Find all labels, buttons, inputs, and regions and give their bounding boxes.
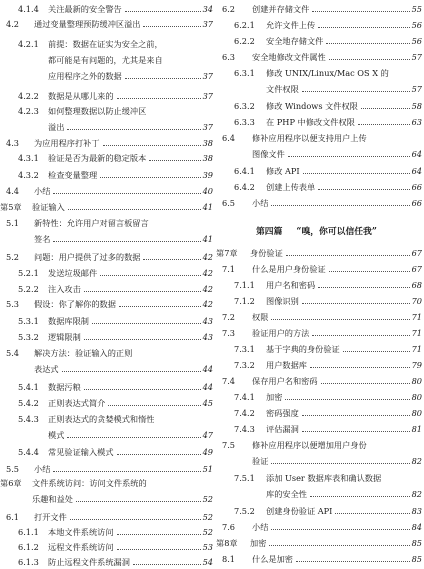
toc-page-number: 57: [411, 84, 422, 94]
toc-entry-title: 远程文件系统访问: [48, 542, 114, 552]
toc-entry-title: 创建身份验证 API: [266, 506, 333, 516]
toc-entry: [0, 136, 213, 150]
dot-leader: [310, 367, 410, 368]
dot-leader: [329, 59, 410, 60]
toc-entry-title: 修改 API: [266, 166, 300, 176]
toc-page-number: 63: [411, 117, 422, 127]
toc-entry-number: 4.1.4: [18, 4, 39, 14]
dot-leader: [67, 129, 200, 130]
toc-entry: [0, 200, 213, 214]
toc-entry-number: 6.4: [222, 133, 236, 143]
toc-entry: [216, 66, 422, 96]
dot-leader: [303, 173, 410, 174]
dot-leader: [68, 209, 201, 210]
toc-entry-title: 文件系统访问：访问文件系统的: [32, 478, 147, 488]
toc-page-number: 42: [202, 299, 213, 309]
dot-leader: [143, 259, 200, 260]
toc-entry-number: 6.1: [6, 512, 20, 522]
toc-entry-title: 加密: [250, 538, 267, 548]
toc-entry: [216, 471, 422, 501]
toc-entry-title: 图像识别: [266, 296, 299, 306]
toc-entry-number: 7.4.1: [234, 392, 255, 402]
dot-leader: [143, 26, 200, 27]
toc-entry-number: 7.1: [222, 264, 236, 274]
toc-entry: [216, 310, 422, 324]
toc-entry: [0, 380, 213, 394]
toc-entry-title: 正则表达式简介: [48, 398, 106, 408]
toc-entry-title: 什么是加密: [252, 554, 293, 564]
toc-page-number: 67: [411, 248, 422, 258]
toc-page-number: 81: [411, 424, 422, 434]
toc-entry-title-continued: 溢出: [48, 122, 65, 132]
dot-leader: [302, 303, 410, 304]
toc-entry: [216, 406, 422, 420]
dot-leader: [286, 255, 410, 256]
toc-entry-title: 关注最新的安全警告: [48, 4, 122, 14]
toc-page-number: 66: [411, 182, 422, 192]
toc-entry: [216, 246, 422, 260]
toc-entry-number: 第5章: [0, 202, 22, 212]
toc-entry: [216, 115, 422, 129]
toc-page-number: 41: [202, 202, 213, 212]
dot-leader: [318, 189, 409, 190]
toc-page-number: 71: [411, 328, 422, 338]
dot-leader: [133, 564, 201, 565]
toc-entry-title: 验证用户的方法: [252, 328, 310, 338]
dot-leader: [67, 437, 200, 438]
toc-entry: [0, 168, 213, 182]
toc-page-number: 64: [411, 166, 422, 176]
toc-entry-number: 6.2.2: [234, 36, 255, 46]
toc-entry-title: 验证输入: [32, 202, 65, 212]
toc-entry: [0, 2, 213, 16]
toc-entry-title-continued: 应用程序之外的数据: [48, 71, 122, 81]
toc-page-number: 38: [202, 153, 213, 163]
toc-entry: [216, 358, 422, 372]
toc-entry-title: 用户名和密码: [266, 280, 316, 290]
toc-entry-title: 解决方法：验证输入的正则: [34, 348, 133, 358]
toc-entry-title: 修补应用程序以便增加用户身份: [252, 440, 367, 450]
toc-page-number: 83: [411, 506, 422, 516]
toc-entry-title: 正则表达式的贪婪模式和惰性: [48, 414, 155, 424]
toc-entry: [0, 525, 213, 539]
toc-page-number: 44: [202, 382, 213, 392]
dot-leader: [62, 371, 201, 372]
toc-entry: [216, 50, 422, 64]
toc-entry: [0, 540, 213, 554]
dot-leader: [312, 335, 409, 336]
toc-page-number: 43: [202, 332, 213, 342]
dot-leader: [343, 351, 410, 352]
toc-entry: [0, 17, 213, 31]
toc-entry-number: 5.3.2: [18, 332, 39, 342]
toc-entry-title: 在 PHP 中修改文件权限: [266, 117, 355, 127]
dot-leader: [117, 534, 201, 535]
toc-page-number: 41: [202, 234, 213, 244]
toc-entry-number: 5.4: [6, 348, 20, 358]
toc-entry-number: 5.4.1: [18, 382, 39, 392]
toc-entry-title: 数据污粮: [48, 382, 81, 392]
toc-entry-number: 4.2.3: [18, 106, 39, 116]
toc-page-number: 37: [202, 122, 213, 132]
toc-entry-title: 小结: [34, 186, 51, 196]
toc-page-number: 82: [411, 456, 422, 466]
toc-page-number: 37: [202, 19, 213, 29]
toc-entry-number: 5.2: [6, 252, 20, 262]
toc-entry-number: 7.2: [222, 312, 236, 322]
dot-leader: [70, 519, 201, 520]
toc-entry-number: 7.5: [222, 440, 236, 450]
toc-entry-title: 允许文件上传: [266, 20, 316, 30]
toc-entry: [216, 536, 422, 550]
toc-entry: [216, 34, 422, 48]
toc-page-number: 43: [202, 316, 213, 326]
toc-entry-number: 6.3: [222, 52, 236, 62]
dot-leader: [326, 43, 409, 44]
toc-entry-title: 假设：你了解你的数据: [34, 299, 116, 309]
dot-leader: [149, 160, 200, 161]
toc-entry-number: 7.4.2: [234, 408, 255, 418]
toc-entry-title: 问题：用户提供了过多的数据: [34, 252, 141, 262]
toc-entry-title: 添加 User 数据库表和确认数据: [266, 473, 382, 483]
toc-entry: [216, 520, 422, 534]
toc-entry-title-continued: 签名: [34, 234, 51, 244]
dot-leader: [84, 291, 201, 292]
toc-entry: [0, 510, 213, 524]
toc-entry: [216, 438, 422, 468]
toc-page-number: 70: [411, 296, 422, 306]
toc-entry-title: 安全地修改文件属性: [252, 52, 326, 62]
toc-entry: [0, 297, 213, 311]
part-heading-number: 第四篇: [256, 227, 283, 237]
toc-entry-title: 修改 UNIX/Linux/Mac OS X 的: [266, 68, 389, 78]
toc-entry-number: 6.3.1: [234, 68, 255, 78]
toc-entry-title: 安全地存储文件: [266, 36, 324, 46]
toc-entry-title: 通过变量整理预防缓冲区溢出: [34, 19, 141, 29]
toc-entry-number: 5.2.1: [18, 268, 39, 278]
toc-entry-title-continued: 验证: [252, 456, 269, 466]
dot-leader: [117, 454, 201, 455]
toc-entry-title: 修补应用程序以便支持用户上传: [252, 133, 367, 143]
dot-leader: [310, 496, 410, 497]
dot-leader: [335, 513, 409, 514]
dot-leader: [100, 275, 200, 276]
toc-entry-number: 6.3.2: [234, 101, 255, 111]
toc-page-number: 47: [202, 430, 213, 440]
toc-entry-title: 创建并存储文件: [252, 4, 310, 14]
toc-page-number: 49: [202, 447, 213, 457]
toc-page-number: 52: [202, 527, 213, 537]
toc-page-number: 52: [202, 494, 213, 504]
toc-entry: [0, 104, 213, 134]
toc-entry-number: 4.2.2: [18, 91, 39, 101]
toc-entry-title-continued: 都可能是有问题的，尤其是来自: [48, 55, 163, 65]
dot-leader: [302, 415, 410, 416]
toc-entry-title-continued: 文件权限: [266, 84, 299, 94]
toc-entry-number: 4.2.1: [18, 39, 39, 49]
toc-page-number: 67: [411, 264, 422, 274]
toc-entry-number: 6.1.3: [18, 557, 39, 567]
toc-page-number: 58: [411, 101, 422, 111]
toc-entry-number: 5.2.2: [18, 284, 39, 294]
dot-leader: [76, 501, 201, 502]
toc-entry-title-continued: 表达式: [34, 364, 59, 374]
toc-entry: [0, 314, 213, 328]
toc-entry: [0, 250, 213, 264]
toc-entry-title: 小结: [252, 198, 269, 208]
toc-page-number: 39: [202, 170, 213, 180]
toc-page-number: 37: [202, 71, 213, 81]
part-heading-title: “嗅，你可以信任我”: [296, 227, 377, 237]
toc-entry-number: 5.4.3: [18, 414, 39, 424]
toc-entry-title: 什么是用户身份验证: [252, 264, 326, 274]
toc-entry-title: 如何整理数据以防止缓冲区: [48, 106, 147, 116]
toc-entry-title: 数据库限制: [48, 316, 89, 326]
dot-leader: [117, 549, 201, 550]
toc-entry: [216, 374, 422, 388]
toc-page-number: 42: [202, 284, 213, 294]
toc-page-number: 80: [411, 408, 422, 418]
toc-entry: [0, 282, 213, 296]
dot-leader: [321, 383, 410, 384]
toc-entry-number: 7.5.2: [234, 506, 255, 516]
toc-entry-number: 6.2.1: [234, 20, 255, 30]
toc-entry-number: 7.1.1: [234, 280, 255, 290]
toc-entry-title: 保存用户名和密码: [252, 376, 318, 386]
toc-entry: [0, 412, 213, 442]
part-heading: [256, 225, 377, 239]
dot-leader: [125, 11, 201, 12]
toc-entry-title: 新特性：允许用户对留言板留言: [34, 218, 149, 228]
toc-entry: [216, 131, 422, 161]
dot-leader: [361, 108, 410, 109]
toc-page-number: 66: [411, 198, 422, 208]
toc-entry-title: 修改 Windows 文件权限: [266, 101, 358, 111]
dot-leader: [271, 529, 409, 530]
dot-leader: [84, 389, 201, 390]
toc-entry: [216, 552, 422, 566]
toc-entry: [216, 262, 422, 276]
toc-page-number: 34: [202, 4, 213, 14]
toc-entry-title: 逻辑限制: [48, 332, 81, 342]
toc-entry: [0, 216, 213, 246]
dot-leader: [288, 156, 410, 157]
toc-entry-number: 7.6: [222, 522, 236, 532]
toc-entry-title: 加密: [266, 392, 283, 402]
toc-page-number: 56: [411, 20, 422, 30]
toc-entry-number: 4.3.2: [18, 170, 39, 180]
toc-entry-number: 7.3.1: [234, 344, 255, 354]
toc-entry-title: 注入攻击: [48, 284, 81, 294]
toc-entry-title: 发送垃圾邮件: [48, 268, 98, 278]
toc-entry: [216, 390, 422, 404]
dot-leader: [271, 205, 409, 206]
dot-leader: [358, 124, 410, 125]
toc-entry-title: 权限: [252, 312, 269, 322]
toc-entry-number: 5.3: [6, 299, 20, 309]
toc-page-number: 85: [411, 538, 422, 548]
dot-leader: [84, 339, 201, 340]
dot-leader: [285, 399, 409, 400]
toc-page-number: 37: [202, 91, 213, 101]
toc-entry-title: 验证是否为最新的稳定版本: [48, 153, 147, 163]
toc-entry: [0, 462, 213, 476]
toc-entry-number: 8.1: [222, 554, 236, 564]
toc-entry-title: 检查变量整理: [48, 170, 98, 180]
toc-page-number: 84: [411, 522, 422, 532]
dot-leader: [296, 561, 410, 562]
dot-leader: [119, 306, 201, 307]
toc-entry: [216, 504, 422, 518]
toc-page-number: 71: [411, 312, 422, 322]
toc-page-number: 80: [411, 392, 422, 402]
toc-entry-title: 身份验证: [250, 248, 283, 258]
toc-entry-number: 5.3.1: [18, 316, 39, 326]
toc-page-number: 80: [411, 376, 422, 386]
toc-entry-title: 小结: [252, 522, 269, 532]
toc-entry-number: 7.1.2: [234, 296, 255, 306]
toc-entry-title: 打开文件: [34, 512, 67, 522]
toc-entry-title: 常见验证输入模式: [48, 447, 114, 457]
toc-page-number: 42: [202, 252, 213, 262]
toc-entry: [216, 422, 422, 436]
dot-leader: [302, 91, 410, 92]
toc-entry: [0, 151, 213, 165]
toc-entry-title: 用户数据库: [266, 360, 307, 370]
toc-entry: [0, 396, 213, 410]
toc-entry: [216, 196, 422, 210]
toc-entry-title: 为应用程序打补丁: [34, 138, 100, 148]
toc-entry-number: 第6章: [0, 478, 22, 488]
toc-entry-number: 6.3.3: [234, 117, 255, 127]
toc-entry: [216, 164, 422, 178]
toc-page-number: 57: [411, 52, 422, 62]
toc-entry-number: 7.4: [222, 376, 236, 386]
toc-entry-number: 7.5.1: [234, 473, 255, 483]
dot-leader: [53, 241, 200, 242]
dot-leader: [312, 11, 409, 12]
toc-entry-number: 6.4.2: [234, 182, 255, 192]
toc-entry-title-continued: 乐趣和益处: [32, 494, 73, 504]
toc-page-number: 55: [411, 4, 422, 14]
dot-leader: [53, 471, 200, 472]
toc-entry-number: 7.4.3: [234, 424, 255, 434]
toc-entry-title: 防止远程文件系统漏洞: [48, 557, 130, 567]
toc-entry-title: 密码强度: [266, 408, 299, 418]
toc-entry: [216, 180, 422, 194]
toc-entry-number: 4.4: [6, 186, 20, 196]
toc-entry-number: 4.3.1: [18, 153, 39, 163]
toc-entry: [216, 326, 422, 340]
toc-entry: [0, 346, 213, 376]
dot-leader: [117, 98, 201, 99]
toc-entry-number: 6.1.1: [18, 527, 39, 537]
dot-leader: [318, 287, 409, 288]
dot-leader: [103, 145, 201, 146]
dot-leader: [269, 545, 409, 546]
dot-leader: [271, 463, 409, 464]
toc-entry-number: 7.3.2: [234, 360, 255, 370]
toc-entry-title: 创建上传表单: [266, 182, 316, 192]
toc-page-number: 52: [202, 512, 213, 522]
toc-page-number: 38: [202, 138, 213, 148]
toc-entry-number: 5.4.4: [18, 447, 39, 457]
toc-page-number: 71: [411, 344, 422, 354]
toc-page-number: 45: [202, 398, 213, 408]
dot-leader: [92, 323, 201, 324]
toc-entry: [216, 294, 422, 308]
dot-leader: [53, 193, 200, 194]
toc-entry-title: 小结: [34, 464, 51, 474]
toc-entry-number: 第8章: [216, 538, 238, 548]
dot-leader: [100, 177, 200, 178]
toc-entry-title-continued: 库的安全性: [266, 489, 307, 499]
toc-entry: [0, 476, 213, 506]
dot-leader: [302, 431, 410, 432]
toc-entry: [0, 89, 213, 103]
toc-entry-title: 前提：数据在证实为安全之前，: [48, 39, 163, 49]
toc-entry-title: 数据是从哪儿来的: [48, 91, 114, 101]
toc-entry: [216, 99, 422, 113]
dot-leader: [125, 78, 201, 79]
toc-entry: [0, 184, 213, 198]
toc-entry: [216, 18, 422, 32]
toc-entry-number: 5.4.2: [18, 398, 39, 408]
toc-entry: [0, 266, 213, 280]
toc-entry: [0, 555, 213, 569]
toc-page-number: 54: [202, 557, 213, 567]
toc-entry-number: 4.3: [6, 138, 20, 148]
toc-entry: [216, 342, 422, 356]
toc-entry-title: 本地文件系统访问: [48, 527, 114, 537]
toc-entry-number: 5.5: [6, 464, 20, 474]
toc-page-number: 68: [411, 280, 422, 290]
dot-leader: [318, 27, 409, 28]
toc-entry-number: 第7章: [216, 248, 238, 258]
dot-leader: [271, 319, 409, 320]
dot-leader: [329, 271, 410, 272]
toc-entry: [216, 2, 422, 16]
toc-entry-title: 评估漏洞: [266, 424, 299, 434]
toc-entry-number: 6.5: [222, 198, 236, 208]
toc-entry: [0, 37, 213, 83]
toc-entry-title: 基于字典的身份验证: [266, 344, 340, 354]
toc-entry-title-continued: 图像文件: [252, 149, 285, 159]
toc-entry: [216, 278, 422, 292]
toc-entry-title-continued: 模式: [48, 430, 65, 440]
toc-page-number: 79: [411, 360, 422, 370]
toc-page-number: 42: [202, 268, 213, 278]
toc-entry-number: 4.2: [6, 19, 20, 29]
toc-page-number: 82: [411, 489, 422, 499]
toc-entry: [0, 445, 213, 459]
toc-entry-number: 6.1.2: [18, 542, 39, 552]
toc-page-number: 85: [411, 554, 422, 564]
toc-page-number: 64: [411, 149, 422, 159]
toc-entry-number: 5.1: [6, 218, 20, 228]
toc-page-number: 40: [202, 186, 213, 196]
toc-entry-number: 6.4.1: [234, 166, 255, 176]
toc-entry-number: 7.3: [222, 328, 236, 338]
toc-entry-number: 6.2: [222, 4, 236, 14]
toc-page-number: 56: [411, 36, 422, 46]
toc-page-number: 44: [202, 364, 213, 374]
toc-entry: [0, 330, 213, 344]
toc-page-number: 51: [202, 464, 213, 474]
dot-leader: [108, 405, 200, 406]
toc-page-number: 53: [202, 542, 213, 552]
